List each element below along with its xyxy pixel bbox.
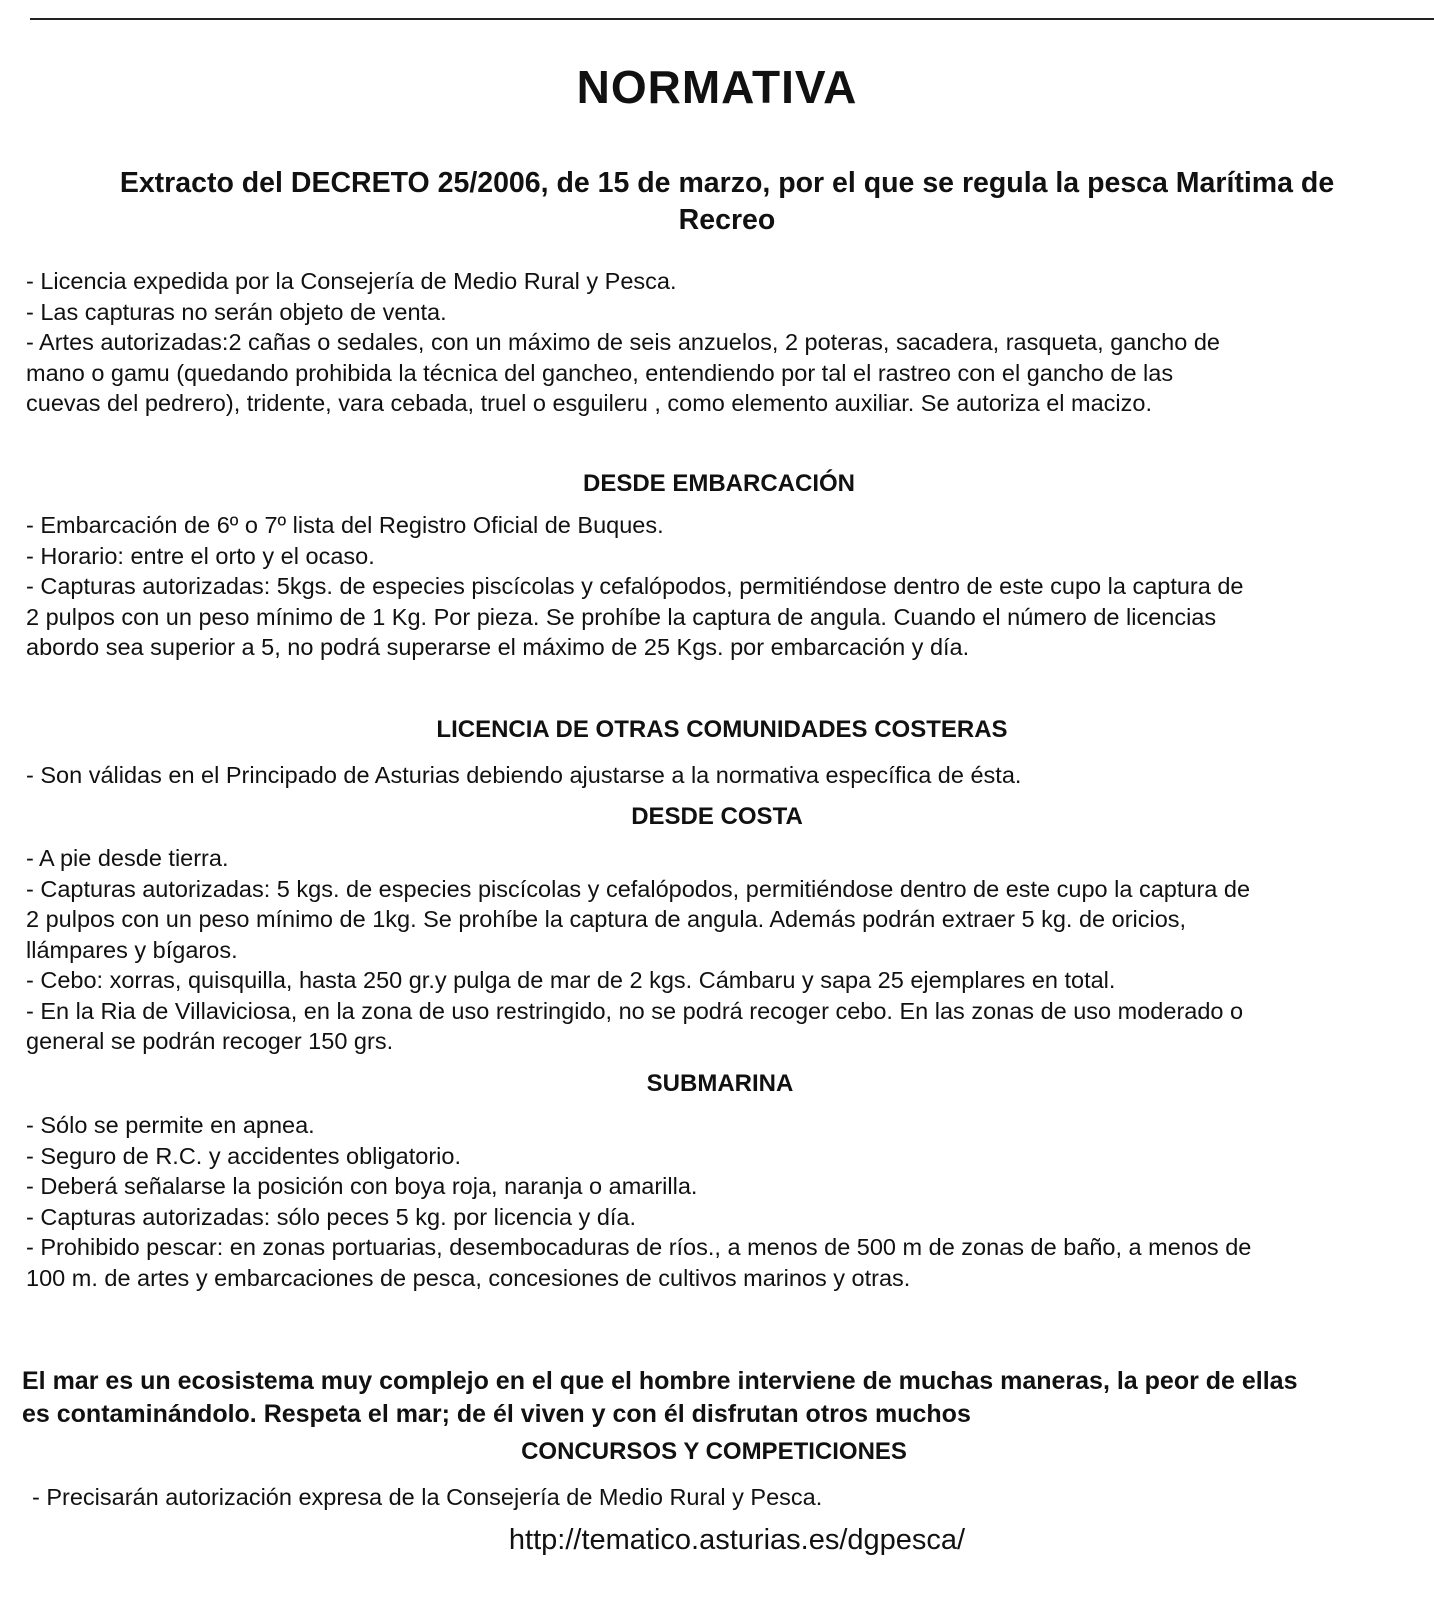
note-line: El mar es un ecosistema muy complejo en el que el hombre interviene de muchas maneras, la peor de ellas [22, 1367, 1298, 1395]
rule-line: - Las capturas no serán objeto de venta. [26, 298, 447, 325]
section-otras-comunidades [26, 760, 1424, 791]
section-heading-concursos: CONCURSOS Y COMPETICIONES [521, 1438, 907, 1465]
rule-line: 2 pulpos con un peso mínimo de 1kg. Se prohíbe la captura de angula. Además podrán extraer 5 kg. de oricios, [26, 906, 1187, 932]
rule-line: - Artes autorizadas:2 cañas o sedales, con un máximo de seis anzuelos, 2 poteras, sacadera, rasqueta, gancho de [26, 329, 1220, 355]
rule-line: general se podrán recoger 150 grs. [26, 1028, 394, 1054]
section-submarina [26, 1110, 1424, 1293]
section-costa [26, 843, 1424, 1057]
rule-line: llámpares y bígaros. [26, 936, 238, 963]
section-heading-costa: DESDE COSTA [631, 803, 803, 830]
section-heading-otras-comunidades: LICENCIA DE OTRAS COMUNIDADES COSTERAS [436, 716, 1008, 743]
rule-line: - Cebo: xorras, quisquilla, hasta 250 gr.y pulga de mar de 2 kgs. Cámbaru y sapa 25 ejemplares en total. [26, 967, 1116, 993]
rule-line: - Licencia expedida por la Consejería de Medio Rural y Pesca. [26, 268, 677, 294]
section-concursos [32, 1482, 1424, 1513]
general-rules [26, 266, 1424, 419]
section-heading-embarcacion: DESDE EMBARCACIÓN [582, 470, 855, 497]
section-heading-submarina: SUBMARINA [646, 1070, 794, 1097]
rule-line: - Son válidas en el Principado de Asturias debiendo ajustarse a la normativa específica de ésta. [26, 762, 1022, 788]
rule-line: - Deberá señalarse la posición con boya roja, naranja o amarilla. [26, 1173, 698, 1199]
rule-line: mano o gamu (quedando prohibida la técnica del gancheo, entendiendo por tal el rastreo con el gancho de las [26, 359, 1174, 386]
subtitle-line: Recreo [678, 204, 776, 236]
rule-line: - Precisarán autorización expresa de la Consejería de Medio Rural y Pesca. [32, 1484, 823, 1510]
rule-line: - Embarcación de 6º o 7º lista del Registro Oficial de Buques. [26, 512, 664, 538]
environment-note [22, 1365, 1424, 1431]
rule-line: - En la Ria de Villaviciosa, en la zona de uso restringido, no se podrá recoger cebo. En las zonas de uso moderado o [26, 997, 1244, 1024]
note-line: es contaminándolo. Respeta el mar; de él viven y con él disfrutan otros muchos [22, 1400, 971, 1428]
section-embarcacion [26, 510, 1424, 663]
rule-line: - Capturas autorizadas: sólo peces 5 kg. por licencia y día. [26, 1203, 637, 1230]
rule-line: - Capturas autorizadas: 5kgs. de especies piscícolas y cefalópodos, permitiéndose dentro de este cupo la captura de [26, 573, 1244, 599]
rule-line: - A pie desde tierra. [26, 845, 229, 871]
top-rule [30, 18, 1434, 20]
rule-line: - Horario: entre el orto y el ocaso. [26, 542, 375, 569]
rule-line: 2 pulpos con un peso mínimo de 1 Kg. Por pieza. Se prohíbe la captura de angula. Cuando el número de licencias [26, 603, 1217, 630]
rule-line: abordo sea superior a 5, no podrá superarse el máximo de 25 Kgs. por embarcación y día. [26, 634, 970, 660]
page-title: NORMATIVA [576, 61, 858, 113]
rule-line: 100 m. de artes y embarcaciones de pesca, concesiones de cultivos marinos y otras. [26, 1264, 911, 1291]
rule-line: cuevas del pedrero), tridente, vara cebada, truel o esguileru , como elemento auxiliar. Se autoriza el macizo. [26, 390, 1152, 416]
rule-line: - Seguro de R.C. y accidentes obligatorio. [26, 1142, 461, 1169]
decree-subtitle [30, 165, 1424, 239]
website-url[interactable]: http://tematico.asturias.es/dgpesca/ [508, 1524, 966, 1556]
subtitle-line: Extracto del DECRETO 25/2006, de 15 de marzo, por el que se regula la pesca Marítima de [119, 167, 1335, 199]
rule-line: - Capturas autorizadas: 5 kgs. de especies piscícolas y cefalópodos, permitiéndose dentro de este cupo la captura de [26, 875, 1251, 902]
rule-line: - Prohibido pescar: en zonas portuarias, desembocaduras de ríos., a menos de 500 m de zonas de baño, a menos de [26, 1234, 1252, 1260]
rule-line: - Sólo se permite en apnea. [26, 1112, 315, 1138]
